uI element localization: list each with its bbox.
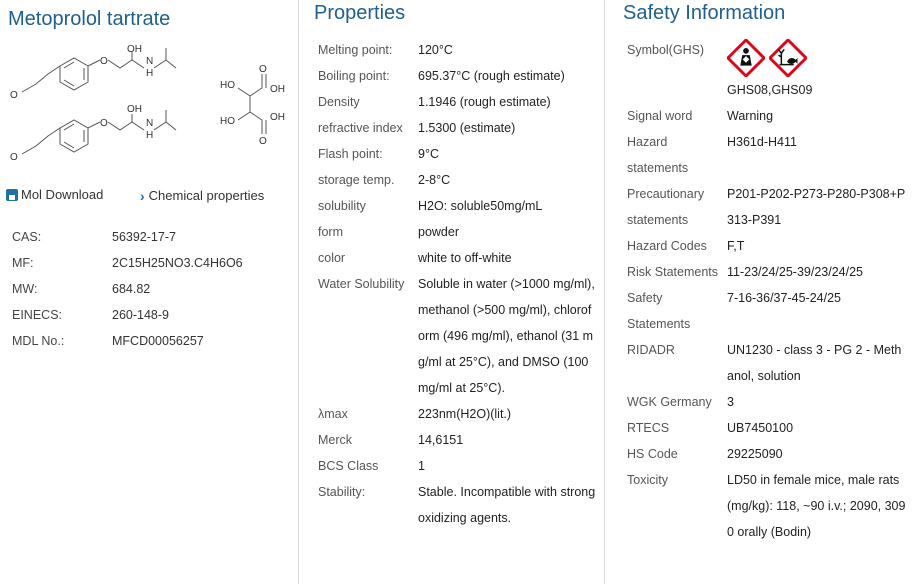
chemical-properties-label: Chemical properties (148, 188, 265, 203)
identifier-row (12, 328, 243, 354)
structure-label: O (10, 152, 18, 163)
properties-table (299, 37, 596, 531)
identifier-row (12, 302, 243, 328)
identifier-value: 56392-17-7 (112, 230, 176, 244)
safety-value: 3 (727, 395, 734, 409)
safety-label: Safety Statements (627, 291, 691, 331)
identifier-table (12, 224, 243, 354)
chevron-right-icon: › (140, 187, 145, 204)
property-label: Flash point: (318, 147, 383, 161)
property-value: 1.1946 (rough estimate) (418, 95, 551, 109)
property-value: 223nm(H2O)(lit.) (418, 407, 512, 421)
chemical-properties-link[interactable] (140, 188, 264, 204)
safety-row (605, 233, 907, 259)
identifier-row (12, 224, 243, 250)
safety-row (605, 337, 907, 389)
safety-row (605, 389, 907, 415)
property-row (299, 37, 596, 63)
properties-title: Properties (314, 2, 406, 24)
ghs-symbol-value (727, 37, 907, 77)
property-label: BCS Class (318, 459, 379, 473)
safety-value-link[interactable]: F,T (727, 239, 745, 253)
structure-label: O (100, 118, 108, 129)
property-label: Melting point: (318, 43, 393, 57)
structure-label: OH (127, 44, 142, 55)
safety-value: 29225090 (727, 447, 783, 461)
safety-label: WGK Germany (627, 395, 712, 409)
structure-label: HO (220, 116, 235, 127)
identifier-value: 684.82 (112, 282, 151, 296)
identifier-row (12, 276, 243, 302)
property-value: Soluble in water (>1000 mg/ml), methanol (>500 mg/ml), chloroform (496 mg/ml), ethanol (31 mg/ml at 25°C), and DMSO (100 mg/ml at 25°C). (418, 277, 595, 395)
safety-label: Hazard Codes (627, 239, 707, 253)
ghs-symbol-row (605, 37, 907, 77)
identifier-label: MF: (12, 256, 34, 270)
compound-column (0, 0, 298, 584)
safety-label: RTECS (627, 421, 670, 435)
safety-label: HS Code (627, 447, 678, 461)
safety-label: RIDADR (627, 343, 675, 357)
identifier-value: MFCD00056257 (112, 334, 204, 348)
safety-row (605, 103, 907, 129)
property-value: 14,6151 (418, 433, 464, 447)
safety-title: Safety Information (623, 2, 786, 24)
safety-value-link[interactable]: H361d-H411 (727, 135, 797, 149)
property-row (299, 271, 596, 401)
safety-row (605, 415, 907, 441)
structure-label: HO (220, 80, 235, 91)
properties-column (298, 0, 604, 584)
safety-label: Hazard statements (627, 135, 689, 175)
property-row (299, 63, 596, 89)
property-value: 2-8°C (418, 173, 451, 187)
safety-table (605, 37, 907, 545)
property-label: refractive index (318, 121, 403, 135)
property-value: powder (418, 225, 459, 239)
ghs-symbol-label: Symbol(GHS) (627, 43, 705, 57)
identifier-label: MDL No.: (12, 334, 65, 348)
property-value: 1.5300 (estimate) (418, 121, 516, 135)
property-label: storage temp. (318, 173, 395, 187)
structure-label: OH (270, 84, 285, 95)
property-value: 1 (418, 459, 425, 473)
property-label: λmax (318, 407, 348, 421)
safety-row (605, 129, 907, 181)
safety-row (605, 467, 907, 545)
property-row (299, 245, 596, 271)
property-row (299, 141, 596, 167)
property-value: 9°C (418, 147, 439, 161)
property-value: white to off-white (418, 251, 512, 265)
identifier-row (12, 250, 243, 276)
property-value: 120°C (418, 43, 453, 57)
ghs-codes-link[interactable]: GHS08,GHS09 (727, 83, 813, 97)
property-row (299, 167, 596, 193)
identifier-label: CAS: (12, 230, 42, 244)
compound-links (6, 187, 264, 204)
property-row (299, 219, 596, 245)
property-row (299, 479, 596, 531)
safety-value: LD50 in female mice, male rats (mg/kg): 118, ~90 i.v.; 2090, 3090 orally (Bodin) (727, 473, 906, 539)
identifier-label: EINECS: (12, 308, 63, 322)
mol-download-link[interactable] (6, 187, 103, 202)
safety-column (604, 0, 915, 584)
safety-label: Precautionary statements (627, 187, 705, 227)
identifier-value: 2C15H25NO3.C4H6O6 (112, 256, 243, 270)
property-label: Density (318, 95, 360, 109)
structure-label: N (146, 56, 154, 67)
ghs09-environment-icon (769, 39, 807, 77)
structure-label: O (100, 56, 108, 67)
property-value: H2O: soluble50mg/mL (418, 199, 543, 213)
structure-label: OH (270, 112, 285, 123)
property-label: Merck (318, 433, 353, 447)
safety-row (605, 259, 907, 285)
ghs-codes-row (605, 77, 907, 103)
safety-value: UN1230 - class 3 - PG 2 - Methanol, solution (727, 343, 902, 383)
property-row (299, 427, 596, 453)
property-row (299, 115, 596, 141)
structure-label: O (259, 136, 267, 147)
structure-label: O (259, 64, 267, 75)
structure-label: H (146, 68, 154, 79)
safety-value: UB7450100 (727, 421, 794, 435)
property-row (299, 401, 596, 427)
identifier-label: MW: (12, 282, 38, 296)
structure-label: N (146, 118, 154, 129)
ghs-pictograms (727, 37, 907, 77)
structure-label: OH (127, 104, 142, 115)
ghs08-health-hazard-icon (727, 39, 765, 77)
safety-label: Risk Statements (627, 265, 719, 279)
mol-download-label: Mol Download (21, 187, 104, 202)
identifier-value: 260-148-9 (112, 308, 169, 322)
safety-row (605, 181, 907, 233)
property-label: form (318, 225, 343, 239)
safety-value-link[interactable]: P201-P202-P273-P280-P308+P313-P391 (727, 187, 906, 227)
safety-row (605, 285, 907, 337)
property-row (299, 89, 596, 115)
structure-label: O (10, 90, 18, 101)
property-row (299, 453, 596, 479)
safety-value: Warning (727, 109, 774, 123)
property-label: color (318, 251, 346, 265)
safety-value-link[interactable]: 7-16-36/37-45-24/25 (727, 291, 841, 305)
property-label: Boiling point: (318, 69, 390, 83)
property-label: Water Solubility (318, 277, 405, 291)
structure-image (4, 40, 294, 172)
download-icon (6, 189, 18, 201)
property-label: Stability: (318, 485, 366, 499)
safety-row (605, 441, 907, 467)
property-value: Stable. Incompatible with strong oxidizing agents. (418, 485, 596, 525)
compound-title: Metoprolol tartrate (8, 8, 171, 30)
safety-label: Signal word (627, 109, 693, 123)
structure-label: H (146, 130, 154, 141)
property-value: 695.37°C (rough estimate) (418, 69, 565, 83)
property-label: solubility (318, 199, 366, 213)
property-row (299, 193, 596, 219)
safety-label: Toxicity (627, 473, 668, 487)
safety-value-link[interactable]: 11-23/24/25-39/23/24/25 (727, 265, 863, 279)
